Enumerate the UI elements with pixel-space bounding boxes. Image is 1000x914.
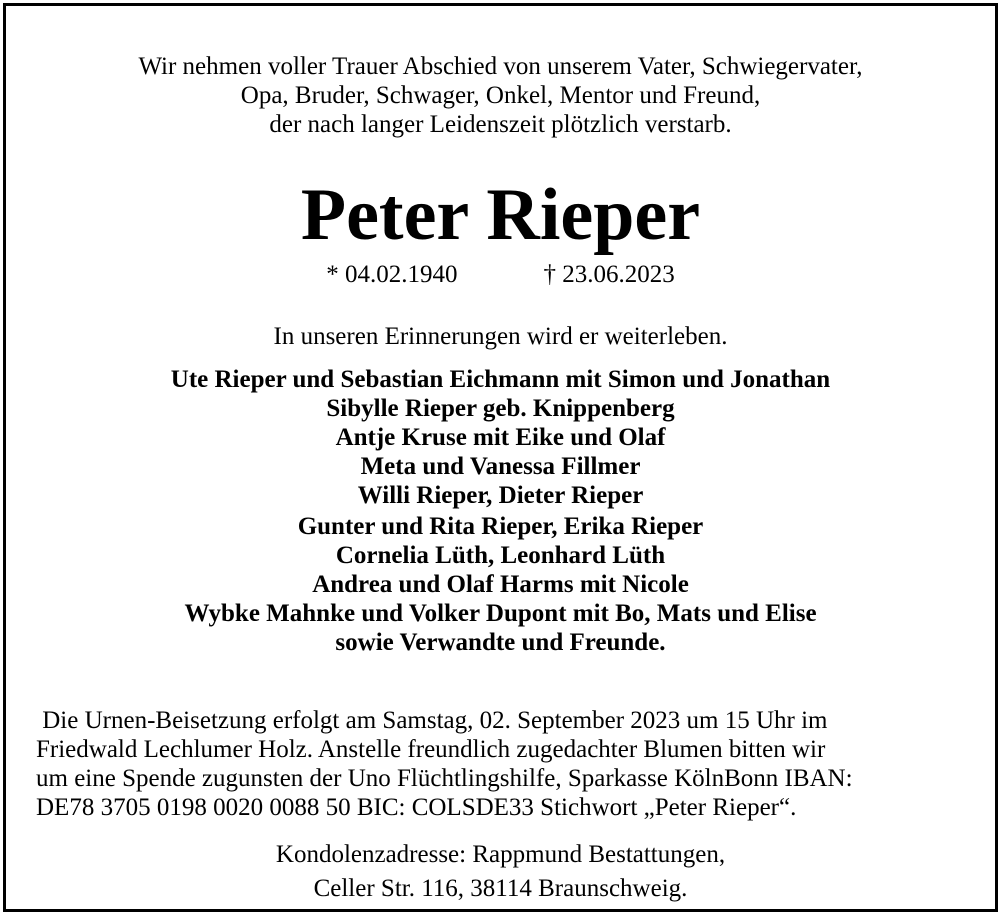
mourner-line: Willi Rieper, Dieter Rieper (357, 482, 644, 509)
funeral-notice (36, 706, 853, 822)
death-date: † 23.06.2023 (543, 261, 675, 288)
mourner-line: Ute Rieper und Sebastian Eichmann mit Simon und Jonathan (170, 366, 831, 393)
intro-text (6, 52, 995, 139)
intro-line: der nach langer Leidenszeit plötzlich verstarb. (269, 111, 732, 138)
life-dates (6, 260, 995, 290)
deceased-name: Peter Rieper (300, 174, 701, 256)
mourner-line: Sibylle Rieper geb. Knippenberg (326, 395, 675, 422)
obituary-frame (3, 3, 998, 912)
mourner-line: Gunter und Rita Rieper, Erika Rieper (297, 513, 704, 540)
mourner-line: Cornelia Lüth, Leonhard Lüth (335, 542, 666, 569)
notice-line: um eine Spende zugunsten der Uno Flüchtlingshilfe, Sparkasse KölnBonn IBAN: (36, 765, 853, 792)
birth-date: * 04.02.1940 (326, 261, 458, 288)
mourner-line: Antje Kruse mit Eike und Olaf (335, 424, 666, 451)
condolence-line: Kondolenzadresse: Rappmund Bestattungen, (275, 841, 726, 868)
mourners-list-relatives (6, 512, 995, 657)
memorial-motto: In unseren Erinnerungen wird er weiterleben. (273, 323, 728, 350)
condolence-line: Celler Str. 116, 38114 Braunschweig. (313, 875, 688, 902)
mourner-line: Meta und Vanessa Fillmer (360, 453, 641, 480)
condolence-address (6, 838, 995, 906)
mourner-line: Wybke Mahnke und Volker Dupont mit Bo, Mats und Elise (184, 600, 817, 627)
notice-line: Friedwald Lechlumer Holz. Anstelle freundlich zugedachter Blumen bitten wir (36, 736, 826, 763)
intro-line: Opa, Bruder, Schwager, Onkel, Mentor und Freund, (240, 82, 761, 109)
notice-line: DE78 3705 0198 0020 0088 50 BIC: COLSDE33 Stichwort „Peter Rieper“. (36, 794, 797, 821)
mourners-list-family (6, 365, 995, 510)
mourner-line: sowie Verwandte und Freunde. (335, 629, 666, 656)
notice-line: Die Urnen-Beisetzung erfolgt am Samstag, 02. September 2023 um 15 Uhr im (36, 707, 828, 734)
mourner-line: Andrea und Olaf Harms mit Nicole (312, 571, 689, 598)
intro-line: Wir nehmen voller Trauer Abschied von unserem Vater, Schwiegervater, (138, 53, 863, 80)
